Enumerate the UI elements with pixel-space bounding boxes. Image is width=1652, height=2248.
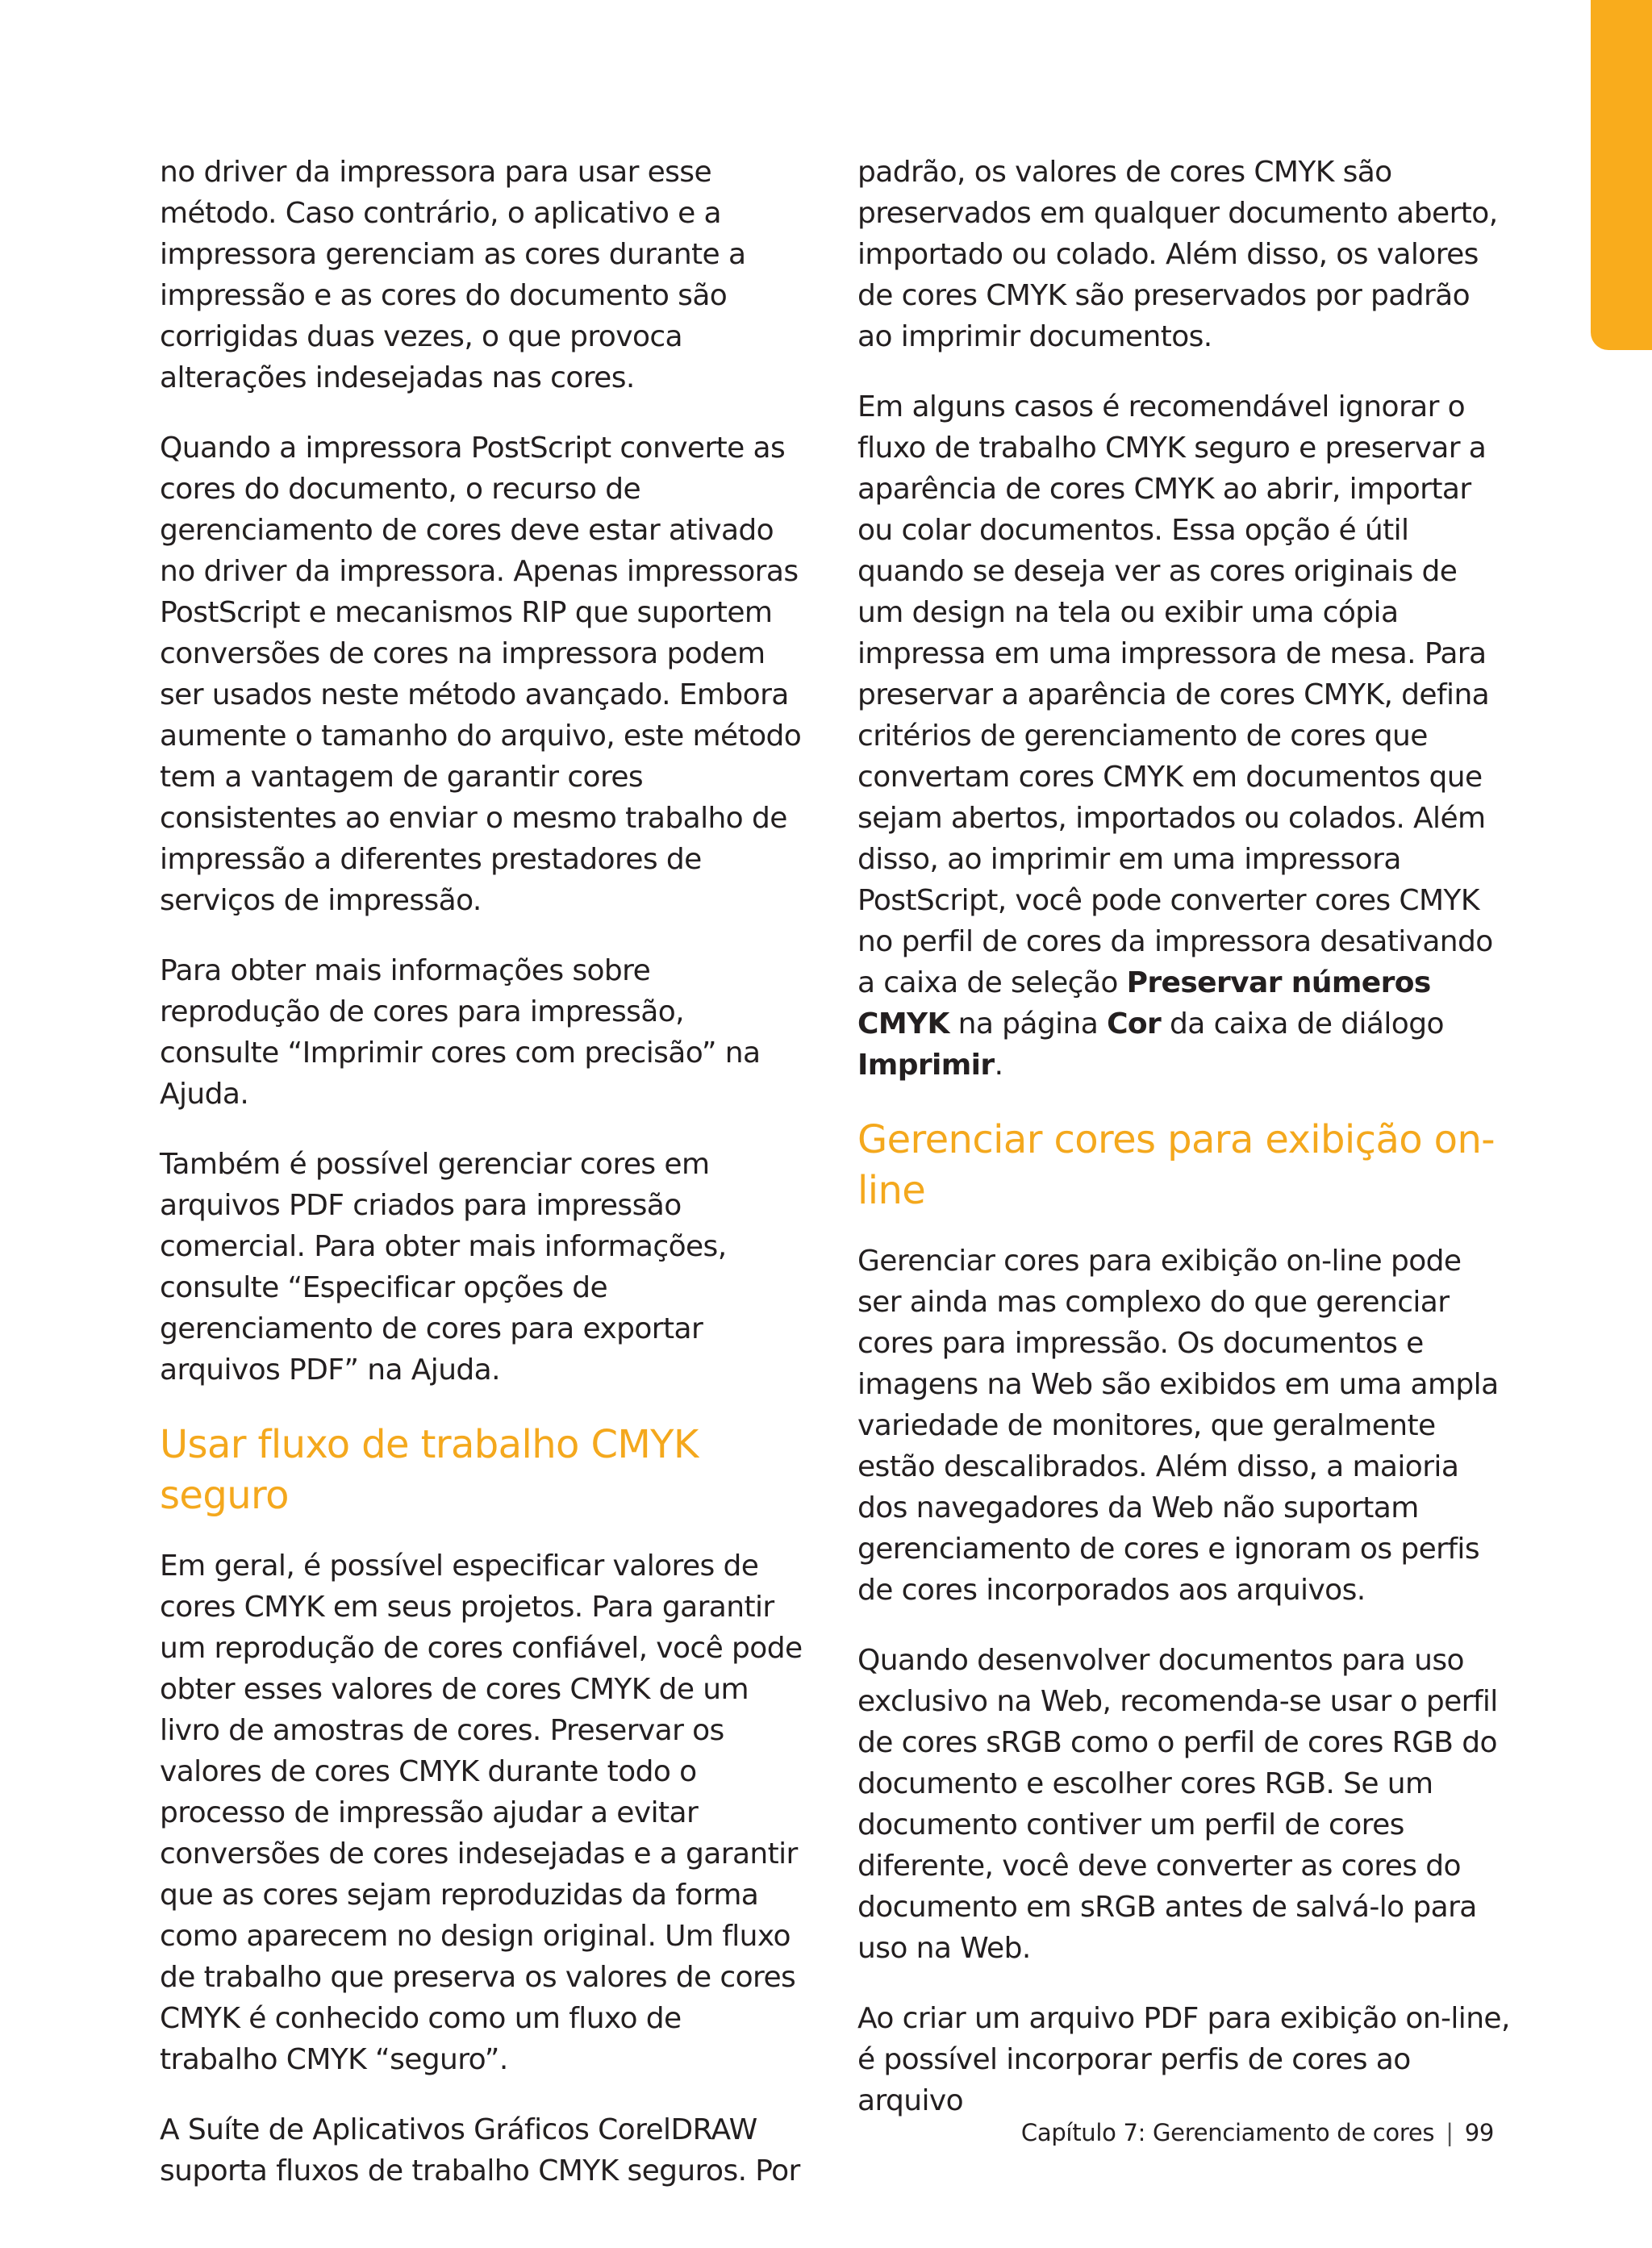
page-number: 99 <box>1464 2119 1494 2146</box>
page-footer <box>1021 2117 1494 2149</box>
option-preservar-numeros-cmyk: Preservar números CMYK <box>857 966 1431 1041</box>
paragraph: Quando desenvolver documentos para uso exclusivo na Web, recomenda-se usar o perfil de cores sRGB como o perfil de cores RGB do documento e escolher cores RGB. Se um documento contiver um perfil de cores diferente, você deve converter as cores do documento em sRGB antes de salvá-lo para uso na Web. <box>857 1644 1498 1965</box>
section-heading-online: Gerenciar cores para exibição on-line <box>857 1117 1495 1213</box>
paragraph: Também é possível gerenciar cores em arquivos PDF criados para impressão comercial. Para obter mais informações, consulte “Especificar opções de gerenciamento de cores para exportar arquivos PDF” na Ajuda. <box>160 1148 727 1387</box>
page-cor: Cor <box>1107 1007 1162 1041</box>
paragraph: padrão, os valores de cores CMYK são preservados em qualquer documento aberto, importado ou colado. Além disso, os valores de cores CMYK são preservados por padrão ao imprimir documentos. <box>857 156 1498 353</box>
paragraph-text: . <box>994 1049 1003 1082</box>
footer-separator: | <box>1446 2119 1454 2146</box>
footer-chapter: Capítulo 7: Gerenciamento de cores <box>1020 2119 1435 2146</box>
paragraph-text: na página <box>949 1007 1108 1041</box>
right-column <box>857 152 1511 2150</box>
paragraph: Em geral, é possível especificar valores de cores CMYK em seus projetos. Para garantir um reprodução de cores confiável, você pode obter esses valores de cores CMYK de um livro de amostras de cores. Preservar os valores de cores CMYK durante todo o processo de impressão ajudar a evitar conversões de cores indesejadas e a garantir que as cores sejam reproduzidas da forma como aparecem no design original. Um fluxo de trabalho que preserva os valores de cores CMYK é conhecido como um fluxo de trabalho CMYK “seguro”. <box>160 1549 803 2076</box>
paragraph <box>857 386 1511 1086</box>
dialog-imprimir: Imprimir <box>857 1049 995 1082</box>
chapter-tab-marker <box>1591 0 1652 350</box>
paragraph: Ao criar um arquivo PDF para exibição on-line, é possível incorporar perfis de cores ao arquivo <box>857 2002 1510 2117</box>
paragraph: no driver da impressora para usar esse método. Caso contrário, o aplicativo e a impressora gerenciam as cores durante a impressão e as cores do documento são corrigidas duas vezes, o que provoca alterações indesejadas nas cores. <box>160 156 746 394</box>
section-heading-cmyk: Usar fluxo de trabalho CMYK seguro <box>160 1422 699 1518</box>
paragraph: Quando a impressora PostScript converte as cores do documento, o recurso de gerenciamento de cores deve estar ativado no driver da impressora. Apenas impressoras PostScript e mecanismos RIP que suportem conversões de cores na impressora podem ser usados neste método avançado. Embora aumente o tamanho do arquivo, este método tem a vantagem de garantir cores consistentes ao enviar o mesmo trabalho de impressão a diferentes prestadores de serviços de impressão. <box>160 432 802 917</box>
paragraph: Para obter mais informações sobre reprodução de cores para impressão, consulte “Imprimir cores com precisão” na Ajuda. <box>160 954 761 1111</box>
paragraph-text: da caixa de diálogo <box>1161 1007 1444 1041</box>
paragraph: Gerenciar cores para exibição on-line pode ser ainda mas complexo do que gerenciar cores para impressão. Os documentos e imagens na Web são exibidos em uma ampla variedade de monitores, que geralmente estão descalibrados. Além disso, a maioria dos navegadores da Web não suportam gerenciamento de cores e ignoram os perfis de cores incorporados aos arquivos. <box>857 1245 1499 1607</box>
left-column <box>160 152 805 2221</box>
paragraph: A Suíte de Aplicativos Gráficos CorelDRAW suporta fluxos de trabalho CMYK seguros. Por <box>160 2113 800 2188</box>
paragraph-text: Em alguns casos é recomendável ignorar o fluxo de trabalho CMYK seguro e preservar a aparência de cores CMYK ao abrir, importar ou colar documentos. Essa opção é útil quando se deseja ver as cores originais de um design na tela ou exibir uma cópia impressa em uma impressora de mesa. Para preservar a aparência de cores CMYK, defina critérios de gerenciamento de cores que convertam cores CMYK em documentos que sejam abertos, importados ou colados. Além disso, ao imprimir em uma impressora PostScript, você pode converter cores CMYK no perfil de cores da impressora desativando a caixa de seleção <box>857 390 1493 999</box>
